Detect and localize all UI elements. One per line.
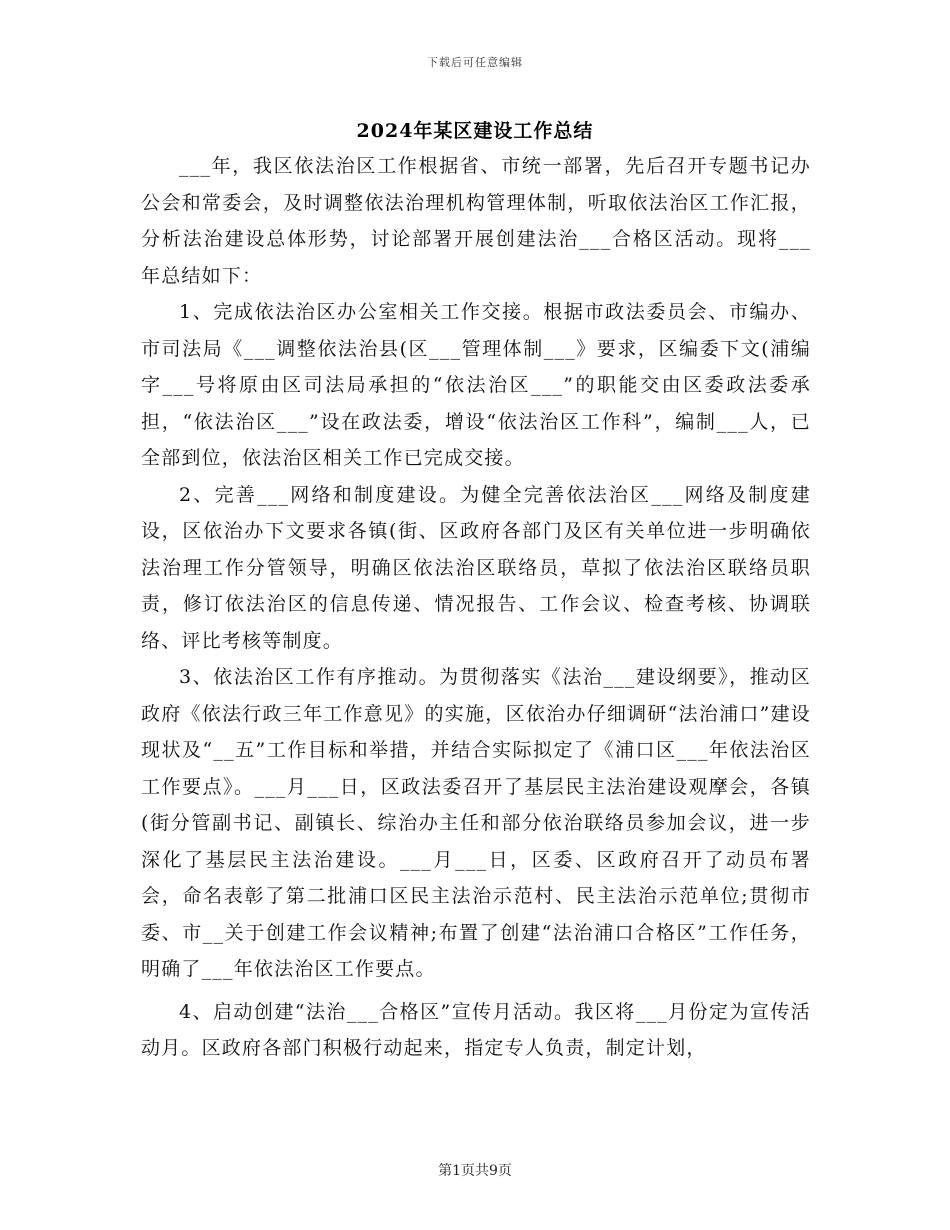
paragraph-item-1: 1、完成依法治区办公室相关工作交接。根据市政法委员会、市编办、市司法局《___调整依法治县(区___管理体制___》要求，区编委下文(浦编字___号将原由区司法局承担的“依法治区___”的职能交由区委政法委承担，“依法治区___”设在政法委，增设“依法治区工作科”，编制___人，已全部到位，依法治区相关工作已完成交接。: [141, 301, 811, 469]
paragraph-item-4: 4、启动创建“法治___合格区”宣传月活动。我区将___月份定为宣传活动月。区政府各部门积极行动起来，指定专人负责，制定计划，: [141, 1000, 811, 1059]
paragraph-intro: ___年，我区依法治区工作根据省、市统一部署，先后召开专题书记办公会和常委会，及时调整依法治理机构管理体制，听取依法治区工作汇报，分析法治建设总体形势，讨论部署开展创建法治___合格区活动。现将___年总结如下：: [141, 155, 811, 287]
document-body: [141, 148, 811, 1067]
paragraph-item-2: 2、完善___网络和制度建设。为健全完善依法治区___网络及制度建设，区依治办下文要求各镇(街、区政府各部门及区有关单位进一步明确依法治理工作分管领导，明确区依法治区联络员，草拟了依法治区联络员职责，修订依法治区的信息传递、情况报告、工作会议、检查考核、协调联络、评比考核等制度。: [141, 483, 811, 652]
paragraph-item-3: 3、依法治区工作有序推动。为贯彻落实《法治___建设纲要》，推动区政府《依法行政三年工作意见》的实施，区依治办仔细调研“法治浦口”建设现状及“__五”工作目标和举措，并结合实际拟定了《浦口区___年依法治区工作要点》。___月___日，区政法委召开了基层民主法治建设观摩会，各镇(街分管副书记、副镇长、综治办主任和部分依治联络员参加会议，进一步深化了基层民主法治建设。___月___日，区委、区政府召开了动员布署会，命名表彰了第二批浦口区民主法治示范村、民主法治示范单位;贯彻市委、市__关于创建工作会议精神;布置了创建“法治浦口合格区”工作任务，明确了___年依法治区工作要点。: [141, 666, 811, 980]
document-title: 2024年某区建设工作总结: [356, 120, 594, 142]
page-header-note: 下载后可任意编辑: [427, 56, 523, 69]
page-number: 第1页共9页: [438, 1163, 512, 1179]
